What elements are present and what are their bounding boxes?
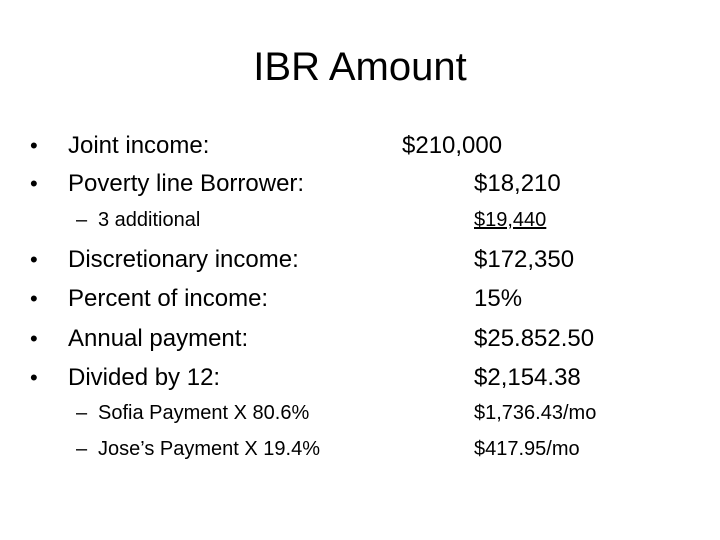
bullet-icon: • [30, 326, 38, 351]
item-label: Discretionary income: [68, 246, 299, 273]
sub-item-label: Sofia Payment X 80.6% [98, 402, 310, 424]
list-item-annual-payment [0, 321, 720, 357]
sub-item-label: Jose’s Payment X 19.4% [98, 438, 320, 460]
slide-title: IBR Amount [253, 45, 467, 89]
dash-icon: – [76, 209, 88, 231]
dash-icon: – [76, 438, 88, 460]
item-label: Poverty line Borrower: [68, 170, 305, 197]
sub-item-value: $1,736.43/mo [474, 402, 597, 424]
sub-item-3-additional [0, 202, 720, 238]
item-label: Annual payment: [68, 325, 249, 352]
bullet-icon: • [30, 365, 38, 390]
sub-item-jose-payment [0, 431, 720, 467]
bullet-icon: • [30, 133, 38, 158]
item-label: Divided by 12: [68, 364, 221, 391]
item-value: 15% [474, 285, 523, 312]
item-value: $172,350 [474, 246, 575, 273]
sub-item-sofia-payment [0, 395, 720, 431]
list-item-percent-of-income [0, 281, 720, 317]
item-value: $18,210 [474, 170, 561, 197]
sub-item-value: $19,440 [474, 209, 547, 231]
bullet-icon: • [30, 171, 38, 196]
list-item-discretionary-income [0, 242, 720, 278]
item-value: $25.852.50 [474, 325, 595, 352]
bullet-icon: • [30, 247, 38, 272]
item-label: Percent of income: [68, 285, 269, 312]
sub-item-value: $417.95/mo [474, 438, 580, 460]
list-item-joint-income [0, 128, 720, 164]
sub-item-label: 3 additional [98, 209, 201, 231]
bullet-icon: • [30, 286, 38, 311]
list-item-divided-by-12 [0, 360, 720, 396]
item-label: Joint income: [68, 132, 210, 159]
list-item-poverty-line [0, 166, 720, 202]
dash-icon: – [76, 402, 88, 424]
item-value: $210,000 [402, 132, 503, 159]
item-value: $2,154.38 [474, 364, 581, 391]
